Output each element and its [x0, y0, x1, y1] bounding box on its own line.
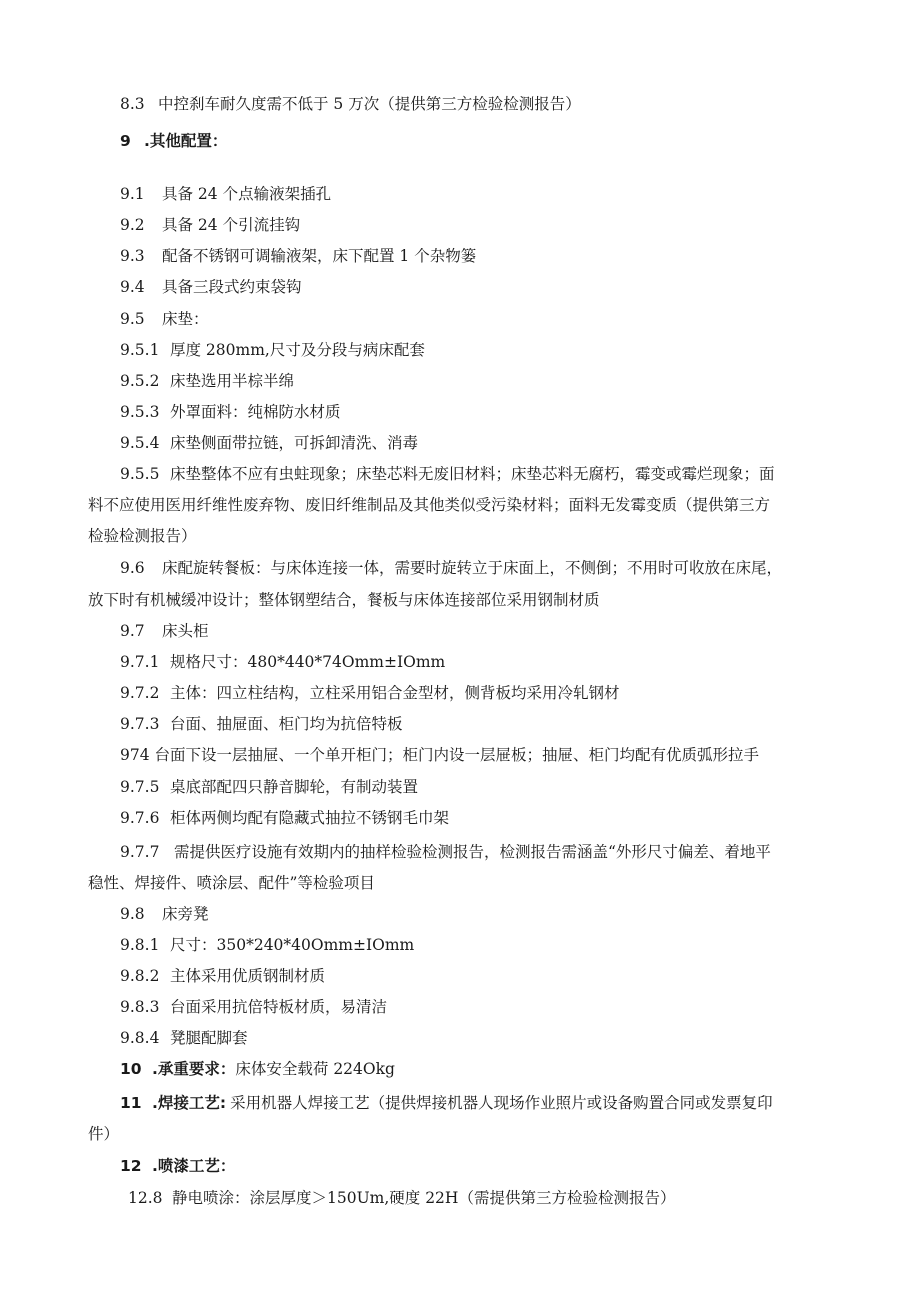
item-number: 9.4 — [120, 278, 145, 296]
item-number: 9.5.5 — [120, 465, 160, 483]
item-9-5-2 — [120, 371, 294, 391]
item-number: 9.5.1 — [120, 341, 160, 359]
item-text: 规格尺寸：480*440*74Omm±IOmm — [170, 653, 446, 671]
item-number: 9.3 — [120, 247, 145, 265]
item-number: 9.8 — [120, 905, 145, 923]
section-title: .喷漆工艺： — [152, 1157, 236, 1175]
item-number: 9.1 — [120, 185, 145, 203]
item-text: 台面、抽屉面、柜门均为抗倍特板 — [170, 715, 403, 733]
item-text: 静电喷涂：涂层厚度＞150Um,硬度 22H（需提供第三方检验检测报告） — [172, 1189, 676, 1207]
item-number: 12.8 — [128, 1189, 163, 1207]
item-number: 9.6 — [120, 559, 145, 577]
item-9-7-3 — [120, 714, 403, 734]
section-text: 采用机器人焊接工艺（提供焊接机器人现场作业照片或设备购置合同或发票复印 — [230, 1094, 773, 1112]
item-9-5-5-continued — [88, 526, 197, 546]
item-text: 床配旋转餐板：与床体连接一体，需要时旋转立于床面上，不侧倒；不用时可收放在床尾， — [162, 559, 783, 577]
section-12-heading — [120, 1156, 235, 1176]
item-text: 检验检测报告） — [88, 527, 197, 545]
item-text: 放下时有机械缓冲设计；整体钢塑结合，餐板与床体连接部位采用钢制材质 — [88, 591, 600, 609]
item-9-7-5 — [120, 777, 418, 797]
item-text: 外罩面料：纯棉防水材质 — [170, 403, 341, 421]
item-12-8 — [128, 1188, 675, 1208]
item-text: 料不应使用医用纤维性废弃物、废旧纤维制品及其他类似受污染材料；面料无发霉变质（提供第三方 — [88, 496, 771, 514]
item-text: 配备不锈钢可调输液架，床下配置 1 个杂物篓 — [162, 247, 477, 265]
item-text: 主体：四立柱结构，立柱采用铝合金型材，侧背板均采用冷轧钢材 — [170, 684, 620, 702]
item-9-7 — [120, 621, 209, 641]
item-number: 9.8.1 — [120, 936, 160, 954]
item-text: 具备 24 个点输液架插孔 — [162, 185, 332, 203]
item-9-5-3 — [120, 402, 341, 422]
item-number: 9.5.2 — [120, 372, 160, 390]
section-10-heading — [120, 1059, 395, 1079]
section-title: .承重要求： — [152, 1060, 236, 1078]
item-9-6-continued — [88, 590, 600, 610]
item-9-3 — [120, 246, 476, 266]
item-text: 中控刹车耐久度需不低于 5 万次（提供第三方检验检测报告） — [158, 95, 581, 113]
item-9-7-7 — [120, 842, 771, 862]
item-number: 9.2 — [120, 216, 145, 234]
item-text: 床垫： — [162, 310, 209, 328]
item-number: 9.8.3 — [120, 998, 160, 1016]
item-number: 9.7.6 — [120, 809, 160, 827]
section-number: 11 — [120, 1094, 142, 1112]
item-9-8-1 — [120, 935, 414, 955]
item-text: 主体采用优质钢制材质 — [170, 967, 326, 985]
item-text: 床垫选用半棕半绵 — [170, 372, 295, 390]
item-text: 桌底部配四只静音脚轮，有制动装置 — [170, 778, 419, 796]
item-text: 床旁凳 — [162, 905, 209, 923]
section-number: 12 — [120, 1157, 142, 1175]
item-number: 9.7.1 — [120, 653, 160, 671]
item-number: 9.8.2 — [120, 967, 160, 985]
item-text: 台面采用抗倍特板材质，易清洁 — [170, 998, 388, 1016]
section-11-heading — [120, 1093, 773, 1113]
item-9-7-6 — [120, 808, 449, 828]
section-text: 件） — [88, 1125, 120, 1143]
item-9-7-4 — [120, 745, 759, 765]
section-title: .焊接工艺: — [152, 1094, 227, 1112]
item-text: 974 台面下设一层抽屉、一个单开柜门；柜门内设一层屉板；抽屉、柜门均配有优质弧形拉手 — [120, 746, 760, 764]
item-text: 床头柜 — [162, 622, 209, 640]
item-text: 床垫侧面带拉链，可拆卸清洗、消毒 — [170, 434, 419, 452]
item-number: 9.5 — [120, 310, 145, 328]
item-text: 稳性、焊接件、喷涂层、配件”等检验项目 — [88, 874, 375, 892]
item-number: 9.5.3 — [120, 403, 160, 421]
item-text: 具备三段式约束袋钩 — [162, 278, 302, 296]
section-number: 9 — [120, 132, 131, 150]
item-text: 需提供医疗设施有效期内的抽样检验检测报告，检测报告需涵盖“外形尺寸偏差、着地平 — [174, 843, 771, 861]
section-number: 10 — [120, 1060, 142, 1078]
item-9-8-3 — [120, 997, 387, 1017]
item-8-3 — [120, 94, 581, 114]
item-9-5-5 — [120, 464, 775, 484]
item-number: 9.7.2 — [120, 684, 160, 702]
item-9-8-2 — [120, 966, 325, 986]
item-number: 9.7 — [120, 622, 145, 640]
item-text: 厚度 280mm,尺寸及分段与病床配套 — [170, 341, 425, 359]
item-9-2 — [120, 215, 300, 235]
item-9-8-4 — [120, 1028, 248, 1048]
item-9-5-1 — [120, 340, 425, 360]
item-9-6 — [120, 558, 782, 578]
section-11-continued — [88, 1124, 119, 1144]
item-number: 9.7.7 — [120, 843, 160, 861]
item-9-5-4 — [120, 433, 418, 453]
item-9-8 — [120, 904, 209, 924]
item-number: 8.3 — [120, 95, 145, 113]
section-title: .其他配置： — [144, 132, 228, 150]
item-9-5-5-continued — [88, 495, 770, 515]
item-9-1 — [120, 184, 331, 204]
item-9-7-1 — [120, 652, 445, 672]
item-text: 柜体两侧均配有隐藏式抽拉不锈钢毛巾架 — [170, 809, 450, 827]
item-number: 9.8.4 — [120, 1029, 160, 1047]
item-text: 凳腿配脚套 — [170, 1029, 248, 1047]
item-number: 9.7.3 — [120, 715, 160, 733]
item-9-5 — [120, 309, 209, 329]
item-number: 9.7.5 — [120, 778, 160, 796]
item-text: 尺寸：350*240*40Omm±IOmm — [170, 936, 415, 954]
item-9-7-7-continued — [88, 873, 375, 893]
item-9-4 — [120, 277, 302, 297]
section-9-heading — [120, 131, 227, 151]
item-text: 具备 24 个引流挂钩 — [162, 216, 301, 234]
section-text: 床体安全载荷 224Okg — [235, 1060, 395, 1078]
item-number: 9.5.4 — [120, 434, 160, 452]
item-9-7-2 — [120, 683, 620, 703]
item-text: 床垫整体不应有虫蛀现象；床垫芯料无废旧材料；床垫芯料无腐朽，霉变或霉烂现象；面 — [170, 465, 775, 483]
